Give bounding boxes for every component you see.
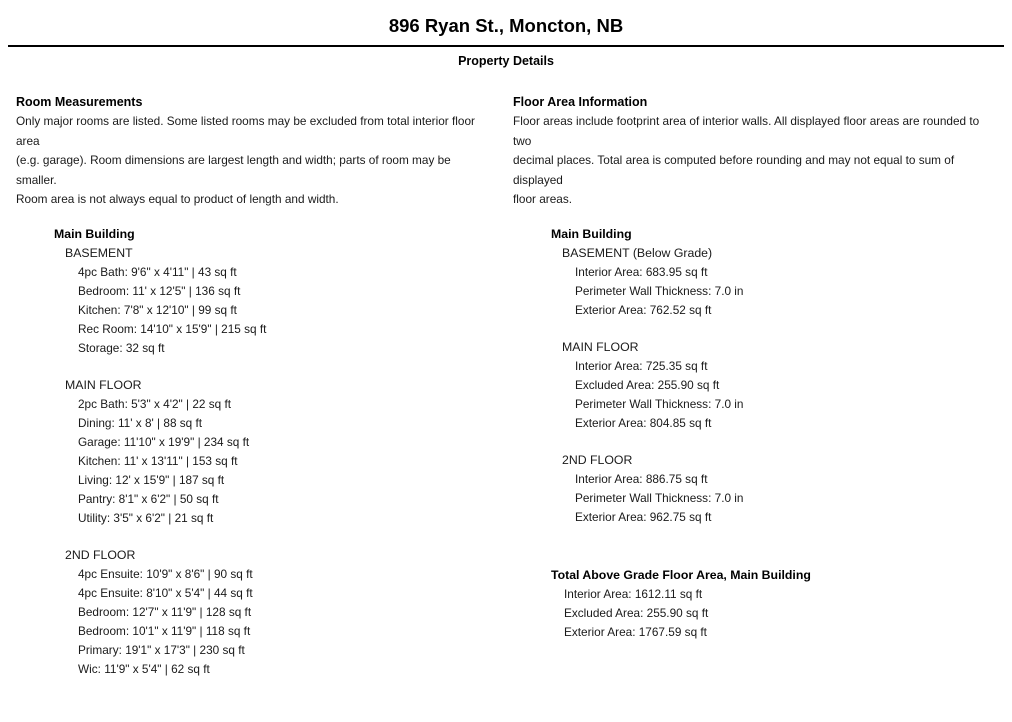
area-line: Exterior Area: 962.75 sq ft — [575, 510, 712, 525]
right-main-building — [551, 225, 994, 527]
floor-name: MAIN FLOOR — [562, 340, 639, 355]
floor-name: BASEMENT (Below Grade) — [562, 246, 713, 261]
total-above-grade-block — [551, 566, 994, 642]
intro-line: Only major rooms are listed. Some listed rooms may be excluded from total interior floor area — [16, 114, 475, 148]
room-line: Pantry: 8'1" x 6'2" | 50 sq ft — [78, 492, 219, 507]
room-line: Kitchen: 11' x 13'11" | 153 sq ft — [78, 454, 238, 469]
total-heading: Total Above Grade Floor Area, Main Building — [551, 568, 811, 583]
area-line: Interior Area: 725.35 sq ft — [575, 359, 708, 374]
room-measurements-column — [0, 93, 506, 679]
room-line: Storage: 32 sq ft — [78, 341, 165, 356]
floor-name: MAIN FLOOR — [65, 378, 142, 393]
area-block-2nd-floor — [562, 451, 994, 527]
intro-line: Floor areas include footprint area of interior walls. All displayed floor areas are rounded to two — [513, 114, 980, 148]
area-line: Perimeter Wall Thickness: 7.0 in — [575, 397, 744, 412]
room-line: 4pc Bath: 9'6" x 4'11" | 43 sq ft — [78, 265, 237, 280]
room-line: Living: 12' x 15'9" | 187 sq ft — [78, 473, 225, 488]
room-line: Bedroom: 10'1" x 11'9" | 118 sq ft — [78, 624, 251, 639]
intro-line: floor areas. — [513, 192, 573, 207]
area-line: Perimeter Wall Thickness: 7.0 in — [575, 491, 744, 506]
room-line: 2pc Bath: 5'3" x 4'2" | 22 sq ft — [78, 397, 232, 412]
page-header — [0, 0, 1012, 69]
total-line: Excluded Area: 255.90 sq ft — [564, 606, 709, 621]
floor-name: 2ND FLOOR — [65, 548, 136, 563]
floor-name: 2ND FLOOR — [562, 453, 633, 468]
intro-line: Room area is not always equal to product of length and width. — [16, 192, 339, 207]
header-divider — [8, 45, 1004, 47]
area-line: Interior Area: 683.95 sq ft — [575, 265, 708, 280]
left-main-building — [54, 225, 488, 679]
floor-area-column — [506, 93, 1012, 679]
room-line: Utility: 3'5" x 6'2" | 21 sq ft — [78, 511, 214, 526]
intro-line: decimal places. Total area is computed before rounding and may not equal to sum of displayed — [513, 153, 955, 187]
area-line: Exterior Area: 762.52 sq ft — [575, 303, 712, 318]
intro-line: (e.g. garage). Room dimensions are largest length and width; parts of room may be smaller. — [16, 153, 451, 187]
room-line: Wic: 11'9" x 5'4" | 62 sq ft — [78, 662, 210, 677]
room-line: Rec Room: 14'10" x 15'9" | 215 sq ft — [78, 322, 267, 337]
room-line: Kitchen: 7'8" x 12'10" | 99 sq ft — [78, 303, 237, 318]
floor-name: BASEMENT — [65, 246, 133, 261]
content-columns — [0, 93, 1012, 679]
page-subtitle: Property Details — [458, 54, 554, 68]
room-measurements-heading: Room Measurements — [16, 95, 143, 109]
area-line: Exterior Area: 804.85 sq ft — [575, 416, 712, 431]
room-line: 4pc Ensuite: 10'9" x 8'6" | 90 sq ft — [78, 567, 253, 582]
floor-block-2nd-floor — [65, 546, 488, 679]
area-line: Interior Area: 886.75 sq ft — [575, 472, 708, 487]
area-line: Excluded Area: 255.90 sq ft — [575, 378, 720, 393]
area-block-basement — [562, 244, 994, 320]
room-measurements-intro — [16, 112, 488, 209]
building-name: Main Building — [54, 227, 135, 242]
room-line: Garage: 11'10" x 19'9" | 234 sq ft — [78, 435, 250, 450]
page-title: 896 Ryan St., Moncton, NB — [388, 15, 624, 36]
floor-block-main-floor — [65, 376, 488, 528]
floor-block-basement — [65, 244, 488, 358]
total-line: Interior Area: 1612.11 sq ft — [564, 587, 703, 602]
floor-area-heading: Floor Area Information — [513, 95, 648, 109]
room-line: 4pc Ensuite: 8'10" x 5'4" | 44 sq ft — [78, 586, 253, 601]
area-block-main-floor — [562, 338, 994, 433]
room-line: Dining: 11' x 8' | 88 sq ft — [78, 416, 203, 431]
floor-area-intro — [513, 112, 994, 209]
total-line: Exterior Area: 1767.59 sq ft — [564, 625, 707, 640]
area-line: Perimeter Wall Thickness: 7.0 in — [575, 284, 744, 299]
building-name: Main Building — [551, 227, 632, 242]
room-line: Bedroom: 12'7" x 11'9" | 128 sq ft — [78, 605, 252, 620]
room-line: Primary: 19'1" x 17'3" | 230 sq ft — [78, 643, 245, 658]
room-line: Bedroom: 11' x 12'5" | 136 sq ft — [78, 284, 241, 299]
